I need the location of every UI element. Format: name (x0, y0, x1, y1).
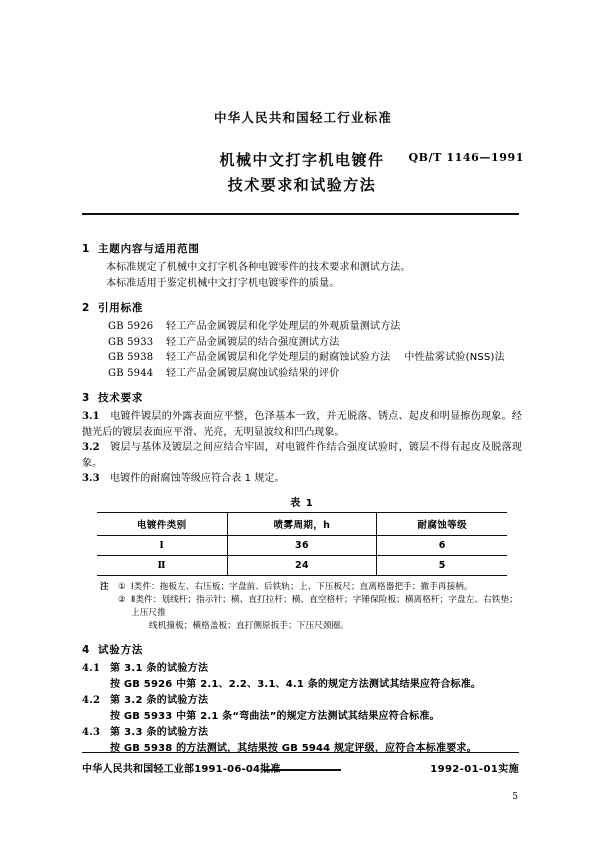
table-row (97, 555, 507, 575)
table-header-category: 电镀件类别 (97, 512, 227, 535)
section-number-1: 1 (82, 243, 91, 255)
section-title-3: 技术要求 (98, 392, 144, 404)
reference-code: GB 5938 (108, 352, 154, 363)
section-heading-4 (82, 642, 522, 657)
clause-number-3-2: 3.2 (82, 442, 100, 453)
footer-effective-date: 1992-01-01实施 (430, 764, 519, 775)
table-caption: 表 1 (290, 497, 314, 509)
header-divider (82, 213, 519, 215)
section-heading-1 (82, 241, 522, 256)
note-marker: ① (118, 581, 126, 592)
cell-corrosion-grade: 6 (377, 535, 507, 555)
issuing-organization: 中华人民共和国轻工行业标准 (213, 110, 393, 125)
reference-code: GB 5933 (108, 336, 154, 348)
page-number: 5 (512, 792, 518, 802)
clause-3-3 (82, 471, 522, 487)
clause-heading-4-1 (82, 661, 522, 677)
section-heading-2 (82, 300, 522, 315)
notes-label: 注 (100, 581, 109, 592)
title-row (82, 148, 524, 198)
reference-title: 轻工产品金属镀层的结合强度测试方法 (166, 336, 340, 348)
footer-divider (82, 752, 519, 753)
footer-approval: 中华人民共和国轻工业部1991-06-04批准 (82, 764, 281, 775)
reference-title: 轻工产品金属镀层和化学处理层的耐腐蚀试验方法 (166, 352, 391, 363)
clause-number-4-1: 4.1 (82, 662, 101, 674)
clause-text-3-2: 镀层与基体及镀层之间应结合牢固，对电镀件作结合强度试验时，镀层不得有起皮及脱落现象。 (82, 442, 522, 469)
reference-item (82, 335, 522, 351)
clause-number-3-1: 3.1 (82, 411, 100, 422)
document-body (82, 232, 522, 771)
clause-number-4-3: 4.3 (82, 726, 101, 738)
table-body (97, 535, 507, 575)
cell-category: Ⅰ (97, 535, 227, 555)
note-continuation: 线机撞板；横格盖板；直打侧原扳手；下压尺颈圈。 (149, 620, 349, 631)
note-item (100, 594, 522, 620)
masthead (82, 108, 524, 198)
clause-3-2 (82, 440, 522, 471)
section-1-paragraph-1: 本标准规定了机械中文打字机各种电镀零件的技术要求和测试方法。 (106, 262, 411, 273)
reference-item (82, 319, 522, 335)
document-title-line-1: 机械中文打字机电镀件 (219, 151, 385, 169)
clause-text-3-1: 电镀件镀层的外露表面应平整，色泽基本一致，并无脱落、锈点、起皮和明显擦伤现象。经抛光后的镀层表面应平滑、光亮，无明显波纹和凹凸现象。 (82, 411, 522, 438)
reference-extra: 中性盐雾试验(NSS)法 (404, 352, 505, 363)
table-header-row (97, 512, 507, 535)
cell-spray-cycle: 24 (227, 555, 377, 575)
reference-item (82, 366, 522, 382)
section-number-4: 4 (82, 643, 91, 656)
standard-number: QB/T 1146—1991 (408, 151, 524, 164)
clause-title-4-1: 第 3.1 条的试验方法 (110, 662, 209, 674)
corrosion-grade-table (97, 512, 507, 576)
note-marker: ② (118, 594, 126, 605)
clause-body-4-2: 按 GB 5933 中第 2.1 条“弯曲法”的规定方法测试其结果应符合标准。 (110, 710, 440, 722)
cell-corrosion-grade: 5 (377, 555, 507, 575)
section-number-2: 2 (82, 302, 91, 314)
section-heading-3 (82, 390, 522, 405)
table-header-corrosion-grade: 耐腐蚀等级 (377, 512, 507, 535)
cell-category: Ⅱ (97, 555, 227, 575)
section-title-2: 引用标准 (98, 302, 144, 314)
section-1-paragraph-2: 本标准适用于鉴定机械中文打字机电镀零件的质量。 (106, 277, 340, 289)
page-footer (82, 760, 519, 775)
clause-heading-4-2 (82, 693, 522, 709)
cell-spray-cycle: 36 (227, 535, 377, 555)
table-header-spray-cycle: 喷雾周期，h (227, 512, 377, 535)
reference-title: 轻工产品金属镀层腐蚀试验结果的评价 (166, 367, 340, 379)
clause-heading-4-3 (82, 725, 522, 741)
note-text: Ⅰ类件：拖板左、右压板；字盘前、后铁轨；上、下压板尺；直离格器把手；撤手再接柄。 (131, 581, 473, 592)
document-title-line-2: 技术要求和试验方法 (227, 176, 377, 194)
table-row (97, 535, 507, 555)
clause-title-4-3: 第 3.3 条的试验方法 (110, 726, 209, 738)
table-notes (82, 581, 522, 633)
clause-number-4-2: 4.2 (82, 694, 101, 706)
clause-text-3-3: 电镀件的耐腐蚀等级应符合表 1 规定。 (110, 473, 285, 484)
reference-title: 轻工产品金属镀层和化学处理层的外观质量测试方法 (166, 321, 401, 332)
section-title-4: 试验方法 (98, 643, 144, 656)
reference-code: GB 5926 (108, 321, 154, 332)
clause-body-4-1: 按 GB 5926 中第 2.1、2.2、3.1、4.1 条的规定方法测试其结果应符合标准。 (110, 678, 482, 690)
clause-number-3-3: 3.3 (82, 473, 100, 484)
note-text: Ⅱ类件：划线杆；指示针；横、直打拉杆；横、直空格杆；字锤保险板；横离格杆；字盘左、右铁垫；上压尺推 (131, 594, 518, 618)
section-title-1: 主题内容与适用范围 (98, 243, 200, 255)
table-head (97, 512, 507, 535)
reference-code: GB 5944 (108, 367, 154, 379)
section-number-3: 3 (82, 392, 91, 404)
note-item (100, 581, 522, 594)
clause-title-4-2: 第 3.2 条的试验方法 (110, 694, 209, 706)
clause-3-1 (82, 409, 522, 440)
reference-item (82, 350, 522, 366)
clause-body-4-3: 按 GB 5938 的方法测试，其结果按 GB 5944 规定评级，应符合本标准要求。 (110, 742, 477, 754)
